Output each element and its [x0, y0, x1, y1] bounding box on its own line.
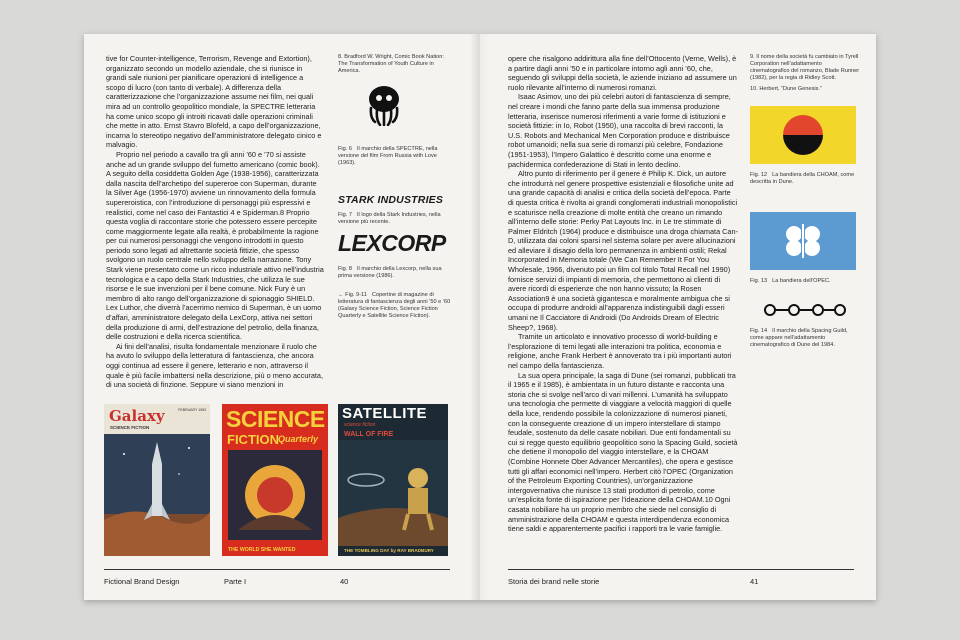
right-paragraph: Isaac Asimov, uno dei più celebri autori di fantascienza di sempre, nel creare i mondi che fanno parte della sua immensa produzione letteraria, inserisce numerosi riferimenti a varie forme di istituzioni e società fittizie: in Io, Robot (1950), una raccolta di brevi racconti, la U.S. Robots and Mechanical Men Corporation produce e distribuisce robot umanoidi; nella sua serie di romanzi più celebre, Fondazione (1951-1953), l’Impero Galattico è descritto come una enorme e pachidermica confederazione di Stati in lento declino.	[508, 92, 731, 169]
footnote-10: 10. Herbert, “Dune Genesis.”	[750, 86, 822, 92]
spacing-guild-mark	[760, 298, 850, 322]
open-book-spread	[84, 34, 876, 600]
science-bottom-title: THE WORLD SHE WANTED	[228, 547, 296, 553]
galaxy-rocket-illustration	[104, 434, 210, 556]
satellite-headline: WALL OF FIRE	[344, 431, 394, 438]
right-paragraph: Tramite un articolato e innovativo processo di world-building e l’esplorazione di temi legati alle interazioni tra politica, economia e religione, anche Frank Herbert è annoverato tra i più importanti autori nel campo della fantascienza.	[508, 332, 732, 370]
galaxy-date: FEBRUARY 1953	[178, 408, 206, 412]
science-title: SCIENCE	[226, 406, 325, 432]
right-paragraph: La sua opera principale, la saga di Dune (sei romanzi, pubblicati tra il 1965 e il 1985), è ambientata in un futuro distante e racconta una storia che si svolge nell’arco di vari millenni. L’umanità ha sviluppato una tecnologia che permette di viaggiare a velocità maggiori di quelle della luce, rendendo possibile la colonizzazione di numerosi pianeti, con la conseguente creazione di un impero interstellare di stampo feudale, sostenuto da delle casate nobiliari. Due enti fondamentali su cui si regge questo equilibrio geopolitico sono la Spacing Guild, società che detiene il monopolio del viaggio interstellare, e la CHOAM (Combine Honnete Ober Advancer Mercantiles), che opera e gestisce tutti gli affari economici nell’impero. Herbert citò l’OPEC (Organization of the Petroleum Exporting Countries), un’organizzazione intergovernativa che riunisce 13 stati produttori di petrolio, come un’esplicita fonte di ispirazione per l’ideazione della CHOAM.10 Ogni casata nobiliare ha un proprio membro che siede nel consiglio di amministrazione della CHOAM e questa interdipendenza economica tiene saldi e apparentemente pacifici i rapporti tra le varie famiglie.	[508, 370, 738, 534]
science-quarterly: Quarterly	[278, 434, 319, 444]
left-body-text	[106, 54, 324, 390]
right-paragraph: opere che risalgono addirittura alla fine dell’Ottocento (Verne, Wells), è a partire dagli anni ’50 e in particolare intorno agli anni ’60, che, seguendo gli sviluppi della società, le aziende iniziano ad assumere un ruolo rilevante all’interno di numerosi romanzi.	[508, 54, 737, 92]
right-footer-title: Storia dei brand nelle storie	[508, 577, 600, 586]
left-footer-page-number: 40	[340, 577, 349, 586]
caption-fig12: Fig. 12 La bandiera della CHOAM, come descritta in Dune.	[750, 172, 855, 185]
science-fiction-quarterly-cover	[222, 404, 328, 556]
left-paragraph: Proprio nel periodo a cavallo tra gli anni ’60 e ’70 si assiste anche ad un grande sviluppo del fumetto americano (comic book). A seguito della cosiddetta Golden Age (1938-1956), caratterizzata dalla nascita dell’archetipo del supereroe con Superman, durante la Silver Age (1956-1970) avviene un rinnovamento della formula supereroistica, con l’introduzione di personaggi più espressivi e realistici, come nel caso dei Fantastici 4 e Spiderman.8 Proprio questa voglia di raccontare storie che potessero essere percepite come maggiormente legate alla realtà, è probabilmente la ragione per cui numerosi personaggi che vengono introdotti in questo periodo sono legati ad altrettante società fittizie, che spesso svolgono un ruolo centrale nello sviluppo della narrazione. Tony Stark viene presentato come un ricco industriale attivo nell’industria tecnologica e a capo della Stark Industries, che utilizza le sue risorse e le sue invenzioni per il bene comune. Nick Fury è un membro di alto rango dell’organizzazione di spionaggio SHIELD. Lex Luthor, che diverrà l’acerrimo nemico di Superman, è un uomo d’affari, amministratore delegato della LexCorp, attiva nei settori della produzione di armi, dell’estrazione del petrolio, della finanza, delle costruzioni e della ricerca scientifica.	[106, 149, 324, 342]
footnote-8: 8. Bradford W. Wright, Comic Book Nation: The Transformation of Youth Culture in America.	[338, 54, 444, 74]
left-paragraph: Ai fini dell’analisi, risulta fondamentale menzionare il ruolo che ha avuto lo sviluppo della letteratura di fantascienza, che ancora oggi continua ad essere il genere, letterario e non, attraverso il quale è più facile imbattersi nella descrizione, più o meno accurata, di una società di finzione. Seppure vi siano menzioni in	[106, 341, 324, 390]
right-page	[480, 34, 876, 600]
satellite-magazine-cover	[338, 404, 448, 556]
footnote-9: 9. Il nome della società fu cambiato in Tyrell Corporation nell’adattamento cinematografico del romanzo, Blade Runner (1982), per la regia di Ridley Scott.	[750, 54, 860, 81]
left-paragraph: tive for Counter-intelligence, Terrorism, Revenge and Extortion), organizzato secondo un modello aziendale, che si riunisce in grandi sale riunioni per pianificare operazioni di intelligence a scopo di lucro (con tanto di verbale). A differenza della caratterizzazione che l’organizzazione assume nei film, nei quali mira ad un controllo geopolitico mondiale, la SPECTRE letteraria ha come unico scopo gli introiti ricavati dalle operazioni criminali che mette in atto. Ernst Stavro Blofeld, a capo dell’organizzazione, incarna lo stereotipo negativo dell’amministratore delegato cinico e malvagio.	[106, 54, 322, 150]
left-footer-rule	[104, 569, 450, 570]
left-page	[84, 34, 480, 600]
satellite-robot-illustration	[338, 440, 448, 546]
left-footer-book-title: Fictional Brand Design	[104, 577, 180, 586]
spectre-octopus-logo	[367, 86, 401, 126]
satellite-bottom-title: THE TOMBLING DAY by RAY BRADBURY	[344, 548, 434, 553]
right-footnotes	[750, 54, 860, 97]
caption-fig13: Fig. 13 La bandiera dell’OPEC.	[750, 278, 831, 284]
caption-fig6: Fig. 6 Il marchio della SPECTRE, nella versione del film From Russia with Love (1963).	[338, 146, 438, 166]
stark-industries-logo: STARK INDUSTRIES	[338, 194, 444, 206]
caption-fig7: Fig. 7 Il logo della Stark Industries, nella versione più recente.	[338, 212, 441, 225]
right-body-text	[508, 54, 738, 534]
left-footer-part: Parte I	[224, 577, 247, 586]
galaxy-title: Galaxy	[109, 407, 165, 425]
science-illustration	[228, 450, 322, 540]
science-subtitle: FICTION	[227, 432, 279, 447]
right-footer-page-number: 41	[750, 577, 759, 586]
caption-fig8: Fig. 8 Il marchio della Lexcorp, nella sua prima versione (1986).	[338, 266, 442, 279]
caption-fig14: Fig. 14 Il marchio della Spacing Guild, come appare nell’adattamento cinematografico di Dune del 1984.	[750, 328, 848, 348]
caption-fig9-11: ← Fig. 9-11 Copertine di magazine di letteratura di fantascienza degli anni ’50 e ’60 (Galaxy Science Fiction, Science Fiction Quarterly e Satellite Science Fiction).	[338, 292, 451, 319]
right-paragraph: Altro punto di riferimento per il genere è Philip K. Dick, un autore che introdurrà nel genere prospettive esistenziali e filosofiche unite ad una grande capacità di analisi e critica della società dell’epoca. Parte di questa critica è rivolta ai grandi conglomerati industriali monopolistici e scaturisce nella creazione di molte entità che creano un rimando all’interno delle storie: Perky Pat Layouts Inc. in Le tre stimmate di Palmer Eldritch (1964) produce e distribuisce una droga chiamata Can-D, utilizzata dai coloni sparsi nel sistema solare per avere allucinazioni ed alleviare il disagio della loro permanenza in ambienti ostili; Rekal Incorporated in Memoria totale (We Can Remember It For You Wholesale, 1966, divenuto poi un film col titolo Total Recall nel 1990) fornisce servizi di impianti di memoria, che permettono ai clienti di avere ricordi di esperienze che non hanno vissuto; la Rosen Association9 è una società gigantesca e moralmente ambigua che si occupa di produrre androidi all’apparenza indistinguibili dagli esseri umani ne Il Cacciatore di Androidi (Do Androids Dream of Electric Sheep?, 1968).	[508, 169, 738, 332]
lexcorp-logo: LEXCORP	[338, 230, 446, 256]
right-footer-rule	[508, 569, 854, 570]
galaxy-magazine-cover	[104, 404, 210, 556]
satellite-title: SATELLITE	[342, 405, 428, 422]
choam-flag	[750, 106, 856, 164]
satellite-subtitle: science fiction	[344, 422, 376, 428]
galaxy-subtitle: SCIENCE FICTION	[110, 425, 150, 430]
opec-flag	[750, 212, 856, 270]
